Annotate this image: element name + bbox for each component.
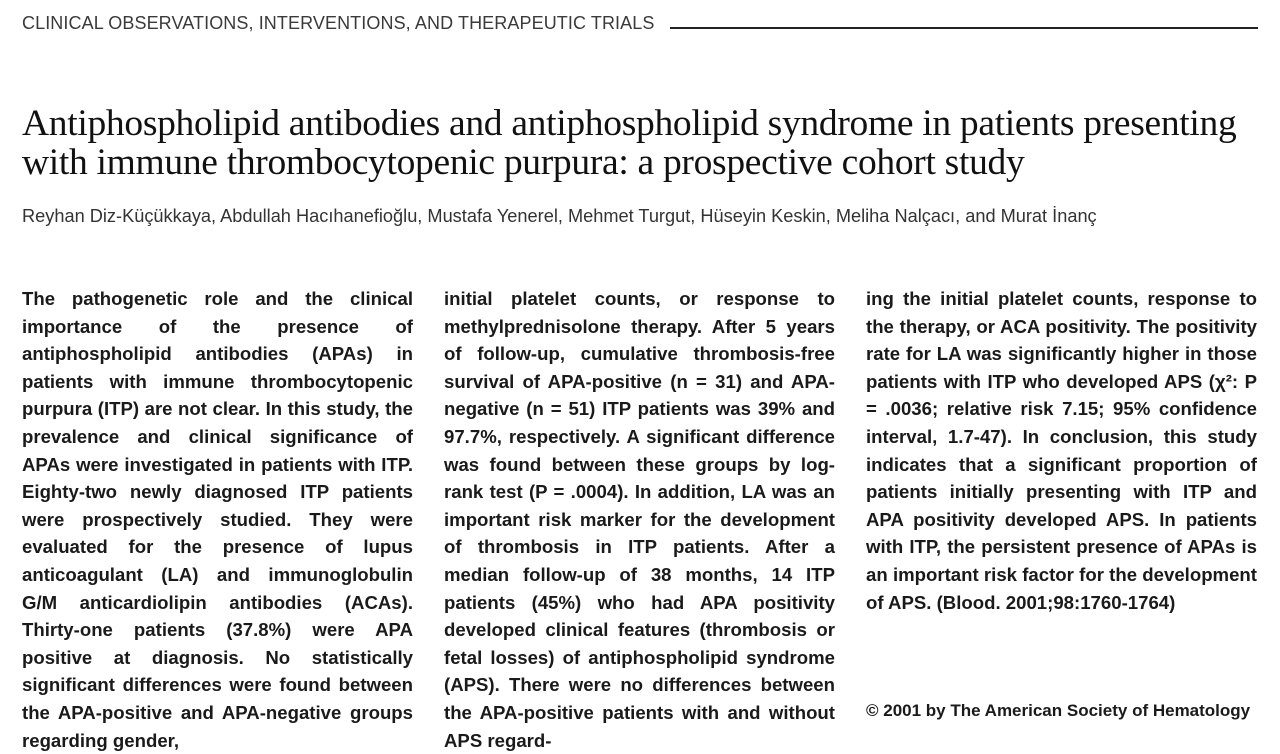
section-divider [670, 27, 1258, 29]
abstract-column-2: initial platelet counts, or response to methylprednisolone therapy. After 5 years of follow-up, cumulative thrombosis-free survival of APA-positive (n = 31) and APA-negative (n = 51) ITP patients was 39% and 97.7%, respectively. A significant difference was found between these groups by log-rank test (P = .0004). In addition, LA was an important risk marker for the development of thrombosis in ITP patients. After a median follow-up of 38 months, 14 ITP patients (45%) who had APA positivity developed clinical features (thrombosis or fetal losses) of antiphospholipid syndrome (APS). There were no differences between the APA-positive patients with and without APS regard- [444, 288, 835, 751]
author-list: Reyhan Diz-Küçükkaya, Abdullah Hacıhanefioğlu, Mustafa Yenerel, Mehmet Turgut, Hüseyin Keskin, Meliha Nalçacı, and Murat İnanç [22, 206, 1097, 226]
section-label: CLINICAL OBSERVATIONS, INTERVENTIONS, AND THERAPEUTIC TRIALS [22, 12, 655, 33]
copyright-notice: © 2001 by The American Society of Hematology [866, 701, 1251, 720]
article-title: Antiphospholipid antibodies and antiphospholipid syndrome in patients presenting with immune thrombocytopenic purpura: a prospective cohort study [22, 103, 1237, 183]
section-header [22, 10, 1258, 36]
abstract-column-1: The pathogenetic role and the clinical importance of the presence of antiphospholipid antibodies (APAs) in patients with immune thrombocytopenic purpura (ITP) are not clear. In this study, the prevalence and clinical significance of APAs were investigated in patients with ITP. Eighty-two newly diagnosed ITP patients were prospectively studied. They were evaluated for the presence of lupus anticoagulant (LA) and immunoglobulin G/M anticardiolipin antibodies (ACAs). Thirty-one patients (37.8%) were APA positive at diagnosis. No statistically significant differences were found between the APA-positive and APA-negative groups regarding gender, [22, 288, 413, 751]
abstract-column-3: ing the initial platelet counts, response to the therapy, or ACA positivity. The positivity rate for LA was significantly higher in those patients with ITP who developed APS (χ²: P = .0036; relative risk 7.15; 95% confidence interval, 1.7-47). In conclusion, this study indicates that a significant proportion of patients initially presenting with ITP and APA positivity developed APS. In patients with ITP, the persistent presence of APAs is an important risk factor for the development of APS. (Blood. 2001;98:1760-1764) [866, 288, 1257, 613]
